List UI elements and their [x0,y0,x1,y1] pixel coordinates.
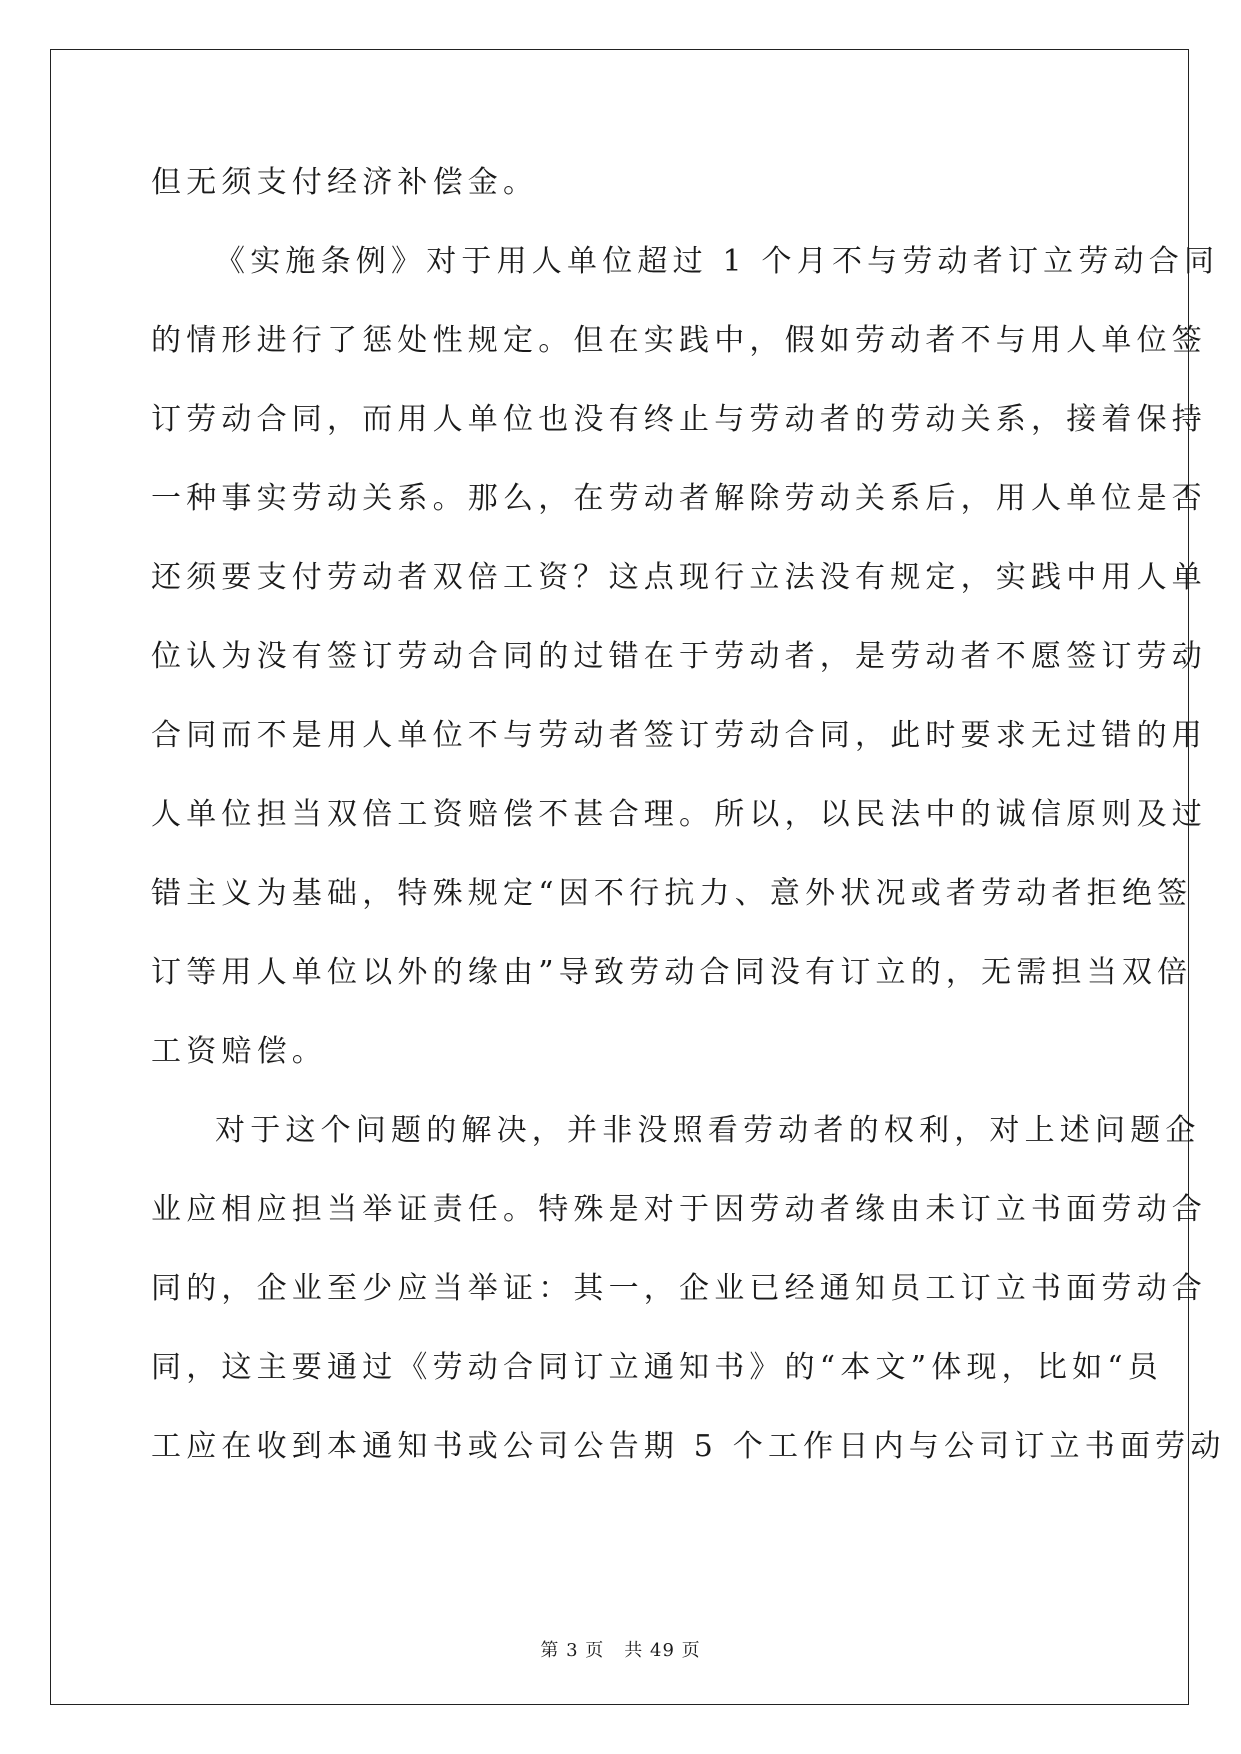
text-line: 业应相应担当举证责任。特殊是对于因劳动者缘由未订立书面劳动合 [151,1192,1207,1227]
page-number: 第 3 页 [540,1640,605,1661]
text-line: 一种事实劳动关系。那么，在劳动者解除劳动关系后，用人单位是否 [151,481,1207,516]
page-footer [0,1636,1241,1662]
text-line: 同，这主要通过《劳动合同订立通知书》的“本文”体现，比如“员 [151,1350,1164,1385]
text-line: 工应在收到本通知书或公司公告期 5 个工作日内与公司订立书面劳动 [151,1429,1226,1464]
text-line: 对于这个问题的解决，并非没照看劳动者的权利，对上述问题企 [215,1113,1201,1148]
text-line: 人单位担当双倍工资赔偿不甚合理。所以，以民法中的诚信原则及过 [151,797,1207,832]
text-line: 合同而不是用人单位不与劳动者签订劳动合同，此时要求无过错的用 [151,718,1207,753]
text-line: 错主义为基础，特殊规定“因不行抗力、意外状况或者劳动者拒绝签 [151,876,1193,911]
text-line: 但无须支付经济补偿金。 [151,165,539,200]
page-total: 共 49 页 [624,1640,701,1661]
text-line: 同的，企业至少应当举证：其一，企业已经通知员工订立书面劳动合 [151,1271,1207,1306]
document-body [151,160,1226,1503]
text-line: 订等用人单位以外的缘由”导致劳动合同没有订立的，无需担当双倍 [151,955,1193,990]
text-line: 《实施条例》对于用人单位超过 1 个月不与劳动者订立劳动合同 [215,244,1220,279]
text-line: 还须要支付劳动者双倍工资？这点现行立法没有规定，实践中用人单 [151,560,1207,595]
text-line: 订劳动合同，而用人单位也没有终止与劳动者的劳动关系，接着保持 [151,402,1207,437]
text-line: 位认为没有签订劳动合同的过错在于劳动者，是劳动者不愿签订劳动 [151,639,1207,674]
text-line: 工资赔偿。 [151,1034,327,1069]
text-line: 的情形进行了惩处性规定。但在实践中，假如劳动者不与用人单位签 [151,323,1207,358]
